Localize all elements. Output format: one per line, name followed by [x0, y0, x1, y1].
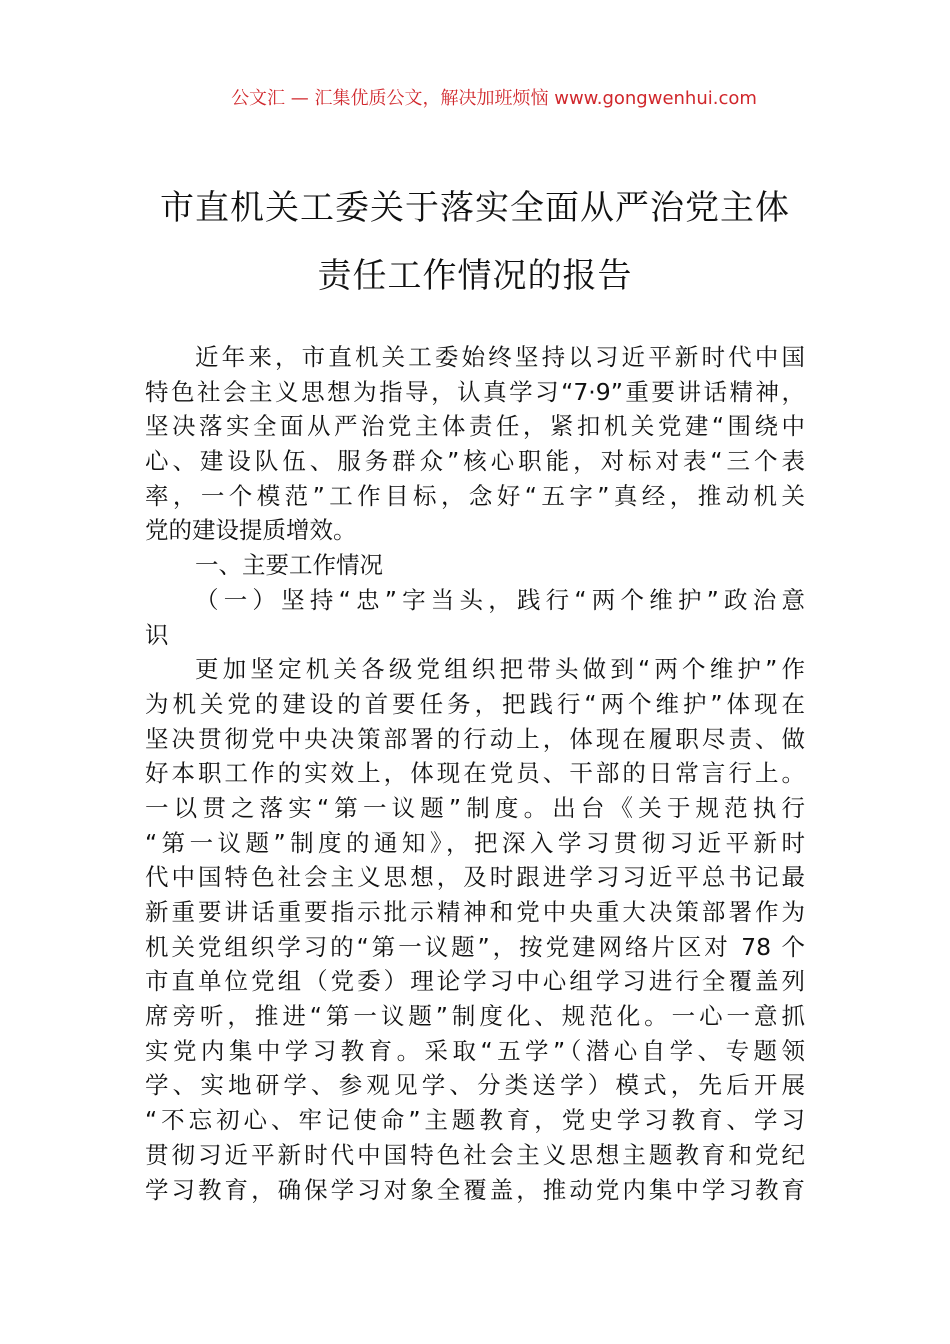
body-text-line: 更加坚定机关各级党组织把带头做到“两个维护”作 [195, 655, 805, 684]
body-text-line: 学习教育，确保学习对象全覆盖，推动党内集中学习教育 [145, 1175, 805, 1204]
body-text-line: 党的建设提质增效。 [145, 516, 357, 545]
body-text-line: 心、建设队伍、服务群众”核心职能，对标对表“三个表 [145, 447, 805, 476]
document-body [145, 340, 805, 1207]
body-text-line: 坚决贯彻党中央决策部署的行动上，体现在履职尽责、做 [145, 724, 805, 753]
body-text-line: 实党内集中学习教育。采取“五学”（潜心自学、专题领 [145, 1036, 805, 1065]
body-text-line: 代中国特色社会主义思想，及时跟进学习习近平总书记最 [145, 863, 805, 892]
body-text-line: 一以贯之落实“第一议题”制度。出台《关于规范执行 [145, 793, 805, 822]
body-text-line: 近年来，市直机关工委始终坚持以习近平新时代中国 [195, 343, 805, 371]
body-text-line: 席旁听，推进“第一议题”制度化、规范化。一心一意抓 [145, 1002, 805, 1031]
body-text-line: 识 [145, 620, 169, 649]
body-text-line: 坚决落实全面从严治党主体责任，紧扣机关党建“围绕中 [145, 412, 805, 441]
body-text-line: 机关党组织学习的“第一议题”，按党建网络片区对 78 个 [145, 932, 805, 961]
body-text-line: 好本职工作的实效上，体现在党员、干部的日常言行上。 [145, 759, 805, 788]
body-text-line: “不忘初心、牢记使命”主题教育，党史学习教育、学习 [145, 1106, 805, 1135]
body-text-line: 市直单位党组（党委）理论学习中心组学习进行全覆盖列 [145, 967, 805, 996]
body-text-line: 学、实地研学、参观见学、分类送学）模式，先后开展 [145, 1071, 805, 1100]
body-text-line: 一、主要工作情况 [195, 551, 383, 580]
document-title-line-1: 市直机关工委关于落实全面从严治党主体 [160, 188, 790, 228]
body-text-line: 率，一个模范”工作目标，念好“五字”真经，推动机关 [145, 481, 805, 510]
document-title-line-2: 责任工作情况的报告 [317, 256, 633, 296]
body-text-line: 为机关党的建设的首要任务，把践行“两个维护”体现在 [145, 689, 805, 718]
body-text-line: （一）坚持“忠”字当头，践行“两个维护”政治意 [195, 585, 805, 614]
body-text-line: 特色社会主义思想为指导，认真学习“7·9”重要讲话精神， [145, 377, 805, 406]
watermark-header: 公文汇 — 汇集优质公文，解决加班烦恼 www.gongwenhui.com [231, 88, 757, 109]
body-text-line: 贯彻习近平新时代中国特色社会主义思想主题教育和党纪 [145, 1140, 805, 1169]
body-text-line: 新重要讲话重要指示批示精神和党中央重大决策部署作为 [145, 898, 805, 926]
body-text-line: “第一议题”制度的通知》，把深入学习贯彻习近平新时 [145, 828, 805, 857]
